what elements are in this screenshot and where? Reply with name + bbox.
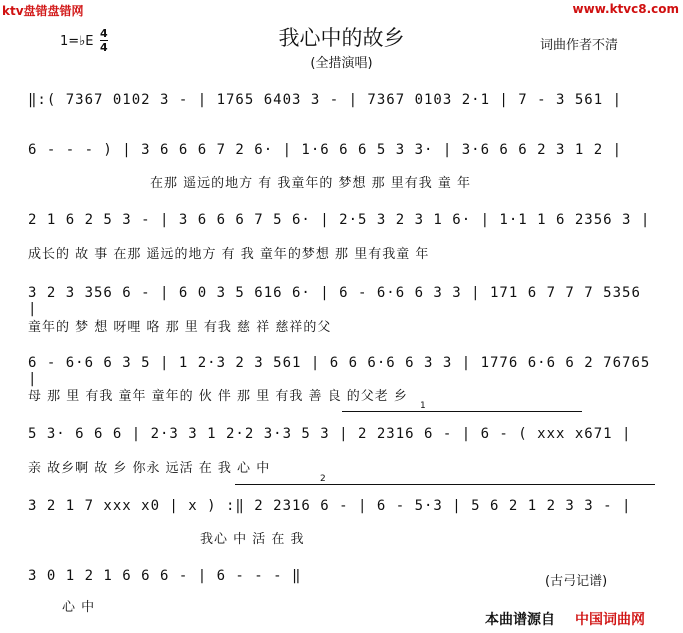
staff-line-7: 3 2 1 7 xxx x0 | x ) :‖ 2 2316 6 - | 6 - 5·3 | 5 6 2 1 2 3 3 - | (28, 498, 632, 514)
staff-line-4: 3 2 3 356 6 - | 6 0 3 5 616 6· | 6 - 6·6 6 3 3 | 171 6 7 7 7 5356 | (28, 285, 641, 317)
watermark-left: ktv盘错盘错网 (2, 4, 84, 18)
transcriber-note: (古弓记谱) (545, 574, 608, 589)
footer-site-link[interactable]: 中国词曲网 (575, 612, 645, 628)
lyrics-line-2: 在那 遥远的地方 有 我童年的 梦想 那 里有我 童 年 (150, 176, 472, 191)
song-subtitle: (全措演唱) (310, 56, 373, 71)
staff-line-2: 6 - - - ) | 3 6 6 6 7 2 6· | 1·6 6 6 5 3 3· | 3·6 6 6 2 3 1 2 | (28, 142, 623, 158)
lyrics-line-4: 童年的 梦 想 呀哩 咯 那 里 有我 慈 祥 慈祥的父 (28, 320, 332, 335)
credits: 词曲作者不清 (540, 38, 619, 53)
time-signature-top: 4 (100, 27, 108, 40)
lyrics-line-5: 母 那 里 有我 童年 童年的 伙 伴 那 里 有我 善 良 的父老 乡 (28, 389, 408, 404)
lyrics-line-8: 心 中 (62, 600, 96, 615)
first-ending-number: 1 (420, 401, 426, 411)
staff-line-3: 2 1 6 2 5 3 - | 3 6 6 6 7 5 6· | 2·5 3 2 3 1 6· | 1·1 1 6 2356 3 | (28, 212, 651, 228)
staff-line-6: 5 3· 6 6 6 | 2·3 3 1 2·2 3·3 5 3 | 2 2316 6 - | 6 - ( xxx x671 | (28, 426, 632, 442)
staff-line-5: 6 - 6·6 6 3 5 | 1 2·3 2 3 561 | 6 6 6·6 6 3 3 | 1776 6·6 6 2 76765 | (28, 355, 651, 387)
second-ending-number: 2 (320, 474, 326, 484)
watermark-right: www.ktvc8.com (572, 2, 679, 16)
lyrics-line-6: 亲 故乡啊 故 乡 你永 远活 在 我 心 中 (28, 461, 271, 476)
key-signature: 1=♭E (60, 34, 94, 49)
time-signature-bottom: 4 (100, 41, 108, 54)
lyrics-line-3: 成长的 故 事 在那 遥远的地方 有 我 童年的梦想 那 里有我童 年 (28, 247, 430, 262)
first-ending-bracket (342, 411, 582, 412)
lyrics-line-7: 我心 中 活 在 我 (200, 532, 305, 547)
second-ending-bracket (235, 484, 655, 485)
song-title: 我心中的故乡 (278, 26, 405, 50)
staff-line-1: ‖:( 7367 0102 3 - | 1765 6403 3 - | 7367 0103 2·1 | 7 - 3 561 | (28, 92, 623, 108)
staff-line-8: 3 0 1 2 1 6 6 6 - | 6 - - - ‖ (28, 568, 302, 584)
footer-source: 本曲谱源自 (485, 612, 555, 628)
